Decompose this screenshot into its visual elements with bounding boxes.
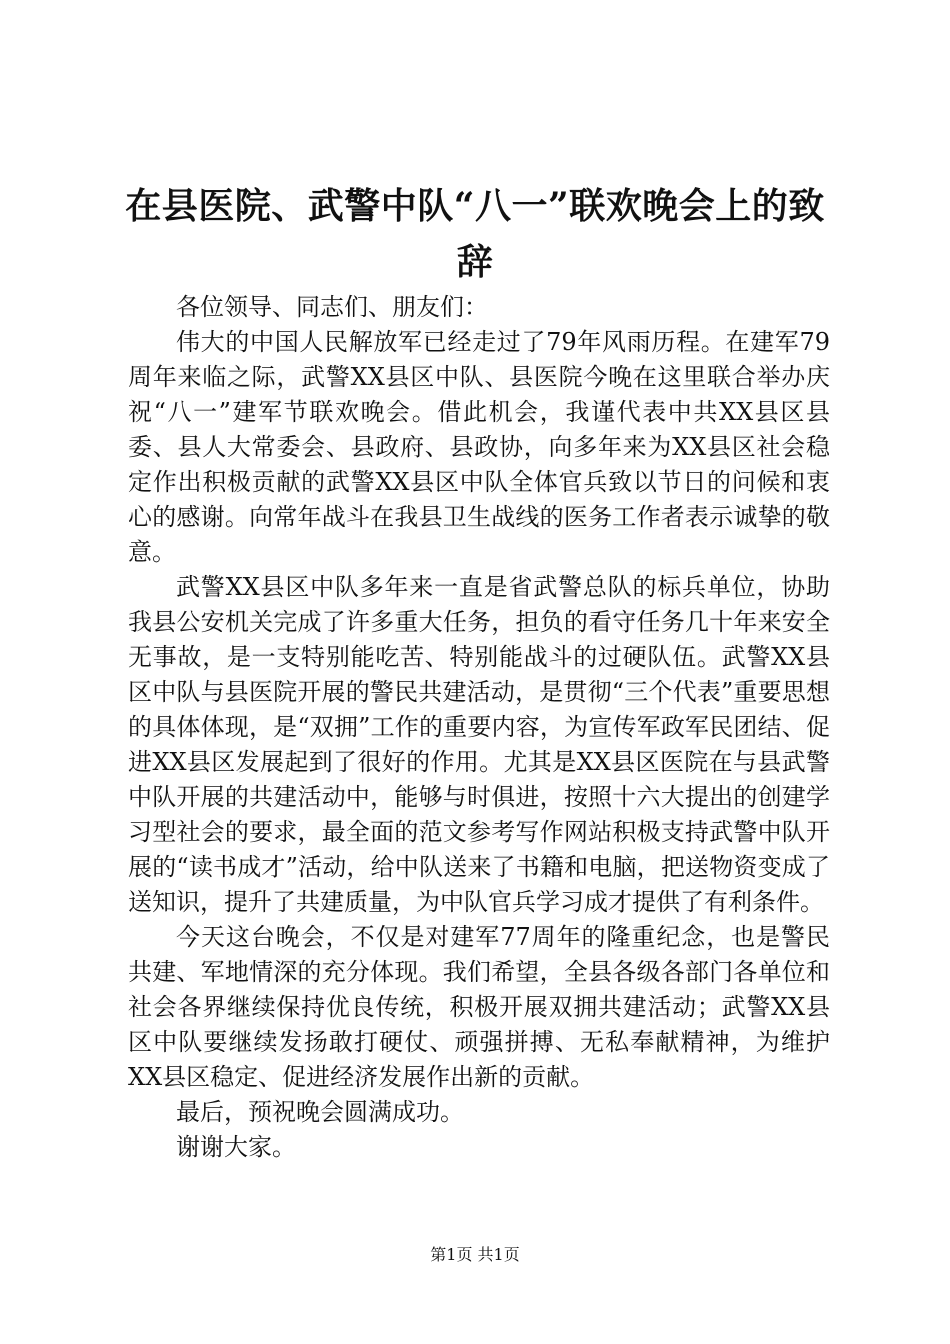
speech-body bbox=[128, 290, 830, 1165]
body-paragraph: 伟大的中国人民解放军已经走过了79年风雨历程。在建军79周年来临之际，武警XX县区中队、县医院今晚在这里联合举办庆祝“八一”建军节联欢晚会。借此机会，我谨代表中共XX县区县委、县人大常委会、县政府、县政协，向多年来为XX县区社会稳定作出积极贡献的武警XX县区中队全体官兵致以节日的问候和衷心的感谢。向常年战斗在我县卫生战线的医务工作者表示诚挚的敬意。 bbox=[128, 328, 830, 566]
thanks-paragraph: 谢谢大家。 bbox=[176, 1133, 296, 1161]
body-paragraph: 今天这台晚会，不仅是对建军77周年的隆重纪念，也是警民共建、军地情深的充分体现。我们希望，全县各级各部门各单位和社会各界继续保持优良传统，积极开展双拥共建活动；武警XX县区中队要继续发扬敢打硬仗、顽强拼搏、无私奉献精神，为维护XX县区稳定、促进经济发展作出新的贡献。 bbox=[128, 923, 830, 1091]
body-paragraph: 武警XX县区中队多年来一直是省武警总队的标兵单位，协助我县公安机关完成了许多重大任务，担负的看守任务几十年来安全无事故，是一支特别能吃苦、特别能战斗的过硬队伍。武警XX县区中队与县医院开展的警民共建活动，是贯彻“三个代表”重要思想的具体体现，是“双拥”工作的重要内容，为宣传军政军民团结、促进XX县区发展起到了很好的作用。尤其是XX县区医院在与县武警中队开展的共建活动中，能够与时俱进，按照十六大提出的创建学习型社会的要求，最全面的范文参考写作网站积极支持武警中队开展的“读书成才”活动，给中队送来了书籍和电脑，把送物资变成了送知识，提升了共建质量，为中队官兵学习成才提供了有利条件。 bbox=[128, 573, 830, 916]
page-number-footer: 第1页 共1页 bbox=[430, 1245, 520, 1264]
page-title: 在县医院、武警中队“八一”联欢晚会上的致辞 bbox=[125, 185, 825, 283]
salutation-paragraph: 各位领导、同志们、朋友们： bbox=[176, 293, 488, 321]
closing-paragraph: 最后，预祝晚会圆满成功。 bbox=[176, 1098, 464, 1126]
